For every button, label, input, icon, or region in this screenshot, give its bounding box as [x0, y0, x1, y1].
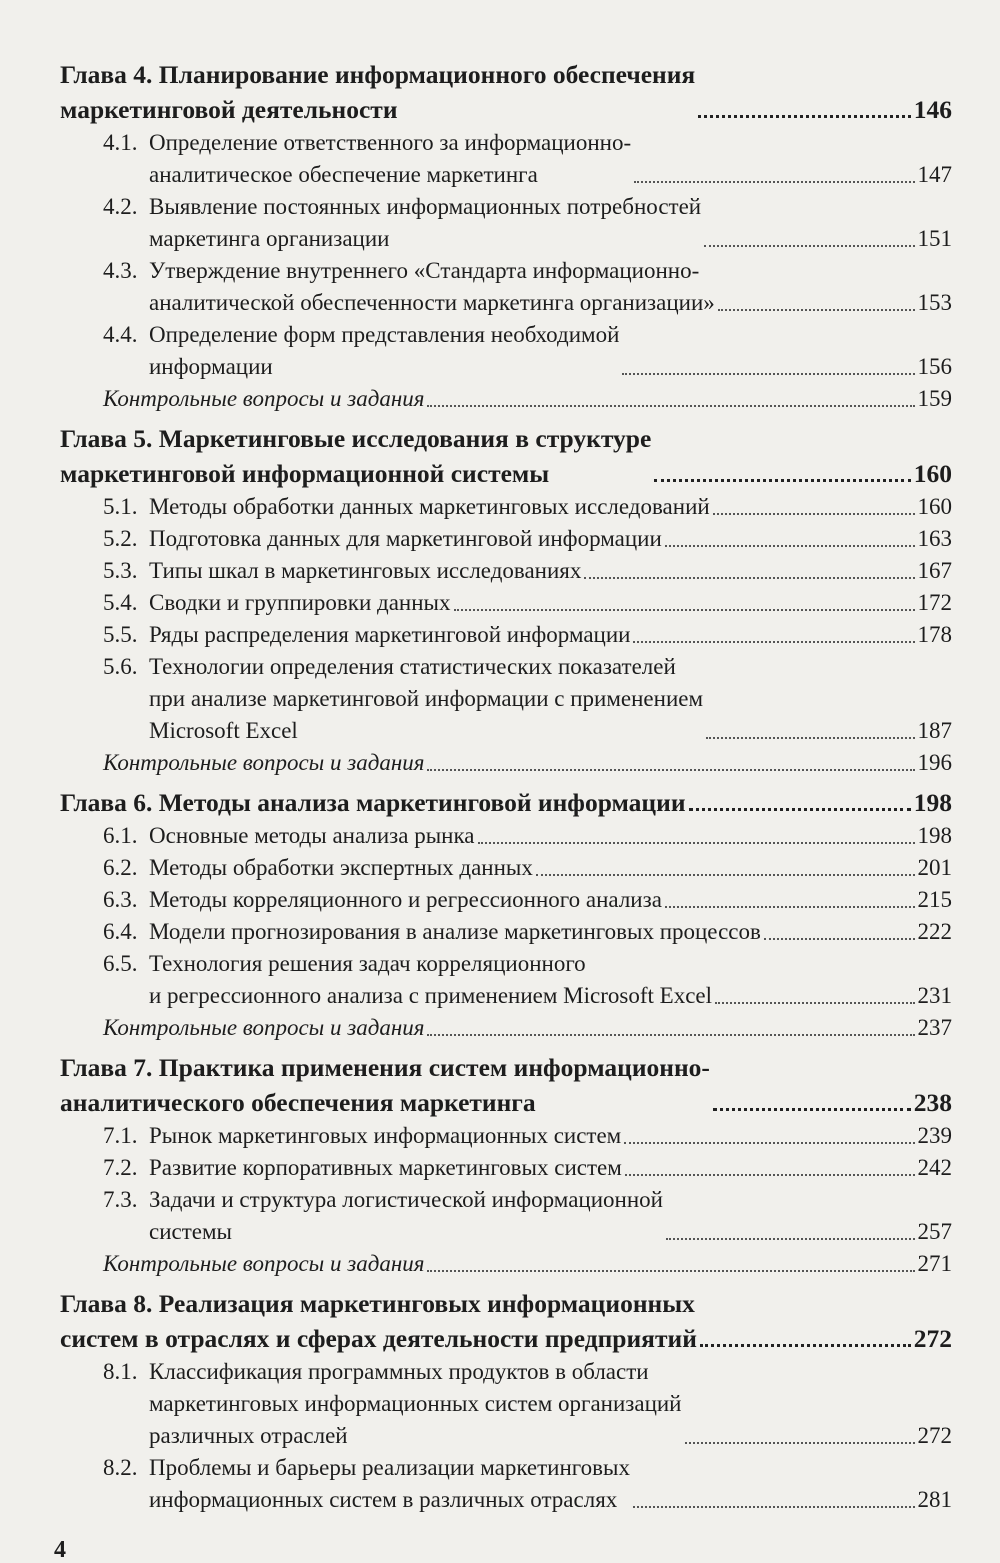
dot-leader — [665, 545, 915, 547]
quiz-title: Контрольные вопросы и задания — [103, 750, 425, 775]
dot-leader — [685, 1442, 915, 1444]
dot-leader — [666, 1238, 915, 1240]
quiz-title: Контрольные вопросы и задания — [103, 1251, 425, 1276]
section-number: 7.3. — [103, 1187, 138, 1212]
page-ref: 172 — [917, 590, 952, 615]
page-ref: 146 — [913, 95, 952, 124]
dot-leader — [454, 609, 915, 611]
dot-leader — [427, 1034, 914, 1036]
section-number: 8.2. — [103, 1455, 138, 1480]
section-title: Модели прогнозирования в анализе маркетинговых процессов — [149, 919, 761, 944]
page-ref: 242 — [917, 1155, 952, 1180]
dot-leader — [665, 906, 915, 908]
page-ref: 239 — [917, 1123, 952, 1148]
page-ref: 257 — [917, 1219, 952, 1244]
quiz-entry — [60, 1012, 952, 1044]
page-ref: 178 — [917, 622, 952, 647]
page-ref: 281 — [917, 1487, 952, 1512]
dot-leader — [704, 245, 914, 247]
section-number: 4.4. — [103, 322, 138, 347]
dot-leader — [536, 874, 915, 876]
chapter-title: Глава 7. Практика применения систем информационно- аналитического обеспечения маркетинга — [60, 1053, 710, 1117]
page-ref: 237 — [917, 1015, 952, 1040]
section-title: Рынок маркетинговых информационных систем — [149, 1123, 622, 1148]
page-ref: 272 — [913, 1324, 952, 1353]
dot-leader — [634, 181, 914, 183]
chapter-title: Глава 6. Методы анализа маркетинговой информации — [60, 788, 686, 817]
section-entry — [60, 1356, 952, 1452]
dot-leader — [427, 405, 914, 407]
section-title: Методы обработки данных маркетинговых исследований — [149, 494, 710, 519]
dot-leader — [625, 1174, 915, 1176]
section-title: Утверждение внутреннего «Стандарта информационно- аналитической обеспеченности маркетинга организации» — [149, 258, 715, 315]
section-title: Выявление постоянных информационных потребностей маркетинга организации — [149, 194, 702, 251]
dot-leader — [654, 479, 910, 482]
section-title: Технологии определения статистических показателей при анализе маркетинговой информации с применением Microsoft Excel — [149, 654, 704, 743]
quiz-entry — [60, 383, 952, 415]
section-entry — [60, 191, 952, 255]
page-ref: 196 — [917, 750, 952, 775]
section-entry — [60, 948, 952, 1012]
section-entry — [60, 255, 952, 319]
dot-leader — [713, 1108, 911, 1111]
page-ref: 198 — [917, 823, 952, 848]
section-entry — [60, 555, 952, 587]
chapter-entry — [60, 785, 952, 820]
dot-leader — [698, 115, 911, 118]
page-ref: 201 — [917, 855, 952, 880]
section-number: 5.2. — [103, 526, 138, 551]
page-ref: 187 — [917, 718, 952, 743]
section-number: 7.1. — [103, 1123, 138, 1148]
page-ref: 198 — [913, 788, 952, 817]
dot-leader — [478, 842, 915, 844]
section-title: Типы шкал в маркетинговых исследованиях — [149, 558, 582, 583]
dot-leader — [622, 373, 914, 375]
section-title: Определение форм представления необходимой информации — [149, 322, 620, 379]
quiz-title: Контрольные вопросы и задания — [103, 1015, 425, 1040]
section-number: 4.1. — [103, 130, 138, 155]
chapter-title: Глава 4. Планирование информационного обеспечения маркетинговой деятельности — [60, 60, 696, 124]
page-ref: 238 — [913, 1088, 952, 1117]
section-number: 5.5. — [103, 622, 138, 647]
section-title: Технология решения задач корреляционного и регрессионного анализа с применением Microsoft Excel — [149, 951, 712, 1008]
section-number: 4.2. — [103, 194, 138, 219]
chapter-title: Глава 5. Маркетинговые исследования в структуре маркетинговой информационной системы — [60, 424, 652, 488]
page-ref: 272 — [917, 1423, 952, 1448]
page-ref: 163 — [917, 526, 952, 551]
dot-leader — [700, 1344, 911, 1347]
dot-leader — [584, 577, 914, 579]
chapter-entry — [60, 421, 952, 491]
quiz-entry — [60, 1248, 952, 1280]
section-entry — [60, 916, 952, 948]
page-number: 4 — [54, 1537, 66, 1563]
quiz-entry — [60, 747, 952, 779]
dot-leader — [764, 938, 915, 940]
quiz-title: Контрольные вопросы и задания — [103, 386, 425, 411]
dot-leader — [713, 513, 915, 515]
chapter-entry — [60, 1050, 952, 1120]
dot-leader — [624, 1142, 914, 1144]
section-title: Методы корреляционного и регрессионного анализа — [149, 887, 662, 912]
section-title: Методы обработки экспертных данных — [149, 855, 533, 880]
page-ref: 151 — [917, 226, 952, 251]
section-entry — [60, 523, 952, 555]
page-ref: 153 — [917, 290, 952, 315]
page-ref: 147 — [917, 162, 952, 187]
section-title: Ряды распределения маркетинговой информации — [149, 622, 631, 647]
dot-leader — [633, 641, 914, 643]
page-ref: 160 — [917, 494, 952, 519]
section-number: 5.6. — [103, 654, 138, 679]
section-entry — [60, 1152, 952, 1184]
page-ref: 231 — [917, 983, 952, 1008]
table-of-contents — [60, 57, 952, 1516]
page-ref: 167 — [917, 558, 952, 583]
dot-leader — [689, 808, 911, 811]
dot-leader — [427, 769, 914, 771]
section-title: Основные методы анализа рынка — [149, 823, 475, 848]
section-entry — [60, 820, 952, 852]
section-title: Классификация программных продуктов в области маркетинговых информационных систем организаций различных отраслей — [149, 1359, 682, 1448]
section-title: Задачи и структура логистической информационной системы — [149, 1187, 663, 1244]
section-number: 6.2. — [103, 855, 138, 880]
section-entry — [60, 319, 952, 383]
section-entry — [60, 1452, 952, 1516]
dot-leader — [706, 737, 914, 739]
section-number: 6.1. — [103, 823, 138, 848]
dot-leader — [715, 1002, 915, 1004]
section-entry — [60, 1120, 952, 1152]
section-number: 5.4. — [103, 590, 138, 615]
section-entry — [60, 1184, 952, 1248]
page-ref: 159 — [917, 386, 952, 411]
dot-leader — [633, 1506, 915, 1508]
section-title: Развитие корпоративных маркетинговых систем — [149, 1155, 622, 1180]
chapter-entry — [60, 1286, 952, 1356]
dot-leader — [718, 309, 915, 311]
dot-leader — [427, 1270, 914, 1272]
page-ref: 215 — [917, 887, 952, 912]
section-number: 5.3. — [103, 558, 138, 583]
section-number: 6.5. — [103, 951, 138, 976]
page-ref: 160 — [913, 459, 952, 488]
section-entry — [60, 619, 952, 651]
page-ref: 156 — [917, 354, 952, 379]
section-number: 8.1. — [103, 1359, 138, 1384]
section-title: Сводки и группировки данных — [149, 590, 451, 615]
section-entry — [60, 491, 952, 523]
section-number: 5.1. — [103, 494, 138, 519]
page-ref: 271 — [917, 1251, 952, 1276]
section-entry — [60, 884, 952, 916]
section-entry — [60, 651, 952, 747]
section-entry — [60, 852, 952, 884]
section-number: 6.3. — [103, 887, 138, 912]
page-ref: 222 — [917, 919, 952, 944]
section-title: Определение ответственного за информационно- аналитическое обеспечение маркетинга — [149, 130, 632, 187]
section-number: 7.2. — [103, 1155, 138, 1180]
chapter-title: Глава 8. Реализация маркетинговых информационных систем в отраслях и сферах деятельности предприятий — [60, 1289, 697, 1353]
section-number: 4.3. — [103, 258, 138, 283]
chapter-entry — [60, 57, 952, 127]
section-number: 6.4. — [103, 919, 138, 944]
section-entry — [60, 587, 952, 619]
section-title: Проблемы и барьеры реализации маркетинговых информационных систем в различных отраслях — [149, 1455, 630, 1512]
section-entry — [60, 127, 952, 191]
section-title: Подготовка данных для маркетинговой информации — [149, 526, 662, 551]
